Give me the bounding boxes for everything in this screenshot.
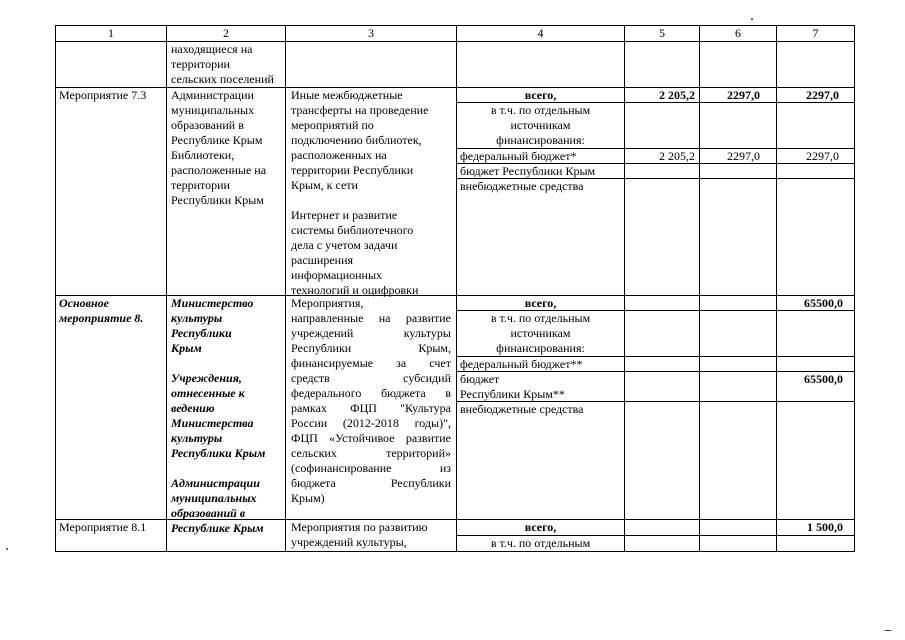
executor-cell: Учреждения, отнесенные к ведению Министерства культуры Республики Крым [171,371,266,460]
col-header-1: 1 [108,26,114,40]
description-line: ФЦП «Устойчивое развитие [291,431,451,445]
description-line: сельских территорий» [291,446,451,460]
crimea-budget-label: бюджет Республики Крым** [460,372,565,401]
executor-cell: Министерство культуры Республики Крым [171,296,254,355]
funding-total-label: всего, [524,88,557,102]
description-line: бюджета Республики [291,476,451,490]
description-line: финансируемые за счет [291,356,451,370]
col-header-2: 2 [223,26,229,40]
value-cell: 65500,0 [804,372,843,386]
rule-col [776,25,777,552]
rule-col [624,25,625,552]
value-cell: 2297,0 [806,149,839,163]
description-line: (софинансирование из [291,461,451,475]
value-cell: 2297,0 [806,88,839,102]
rule-col [699,25,700,552]
col-header-7: 7 [812,26,819,40]
scan-speck [751,18,753,20]
col-header-6: 6 [735,26,741,40]
value-cell: 65500,0 [804,296,843,310]
description-cell: Иные межбюджетные трансферты на проведение мероприятий по подключению библиотек, расположенных на территории Республики Крым, к сети Интернет и развитие системы библиотечного дела с учетом задачи расширения информационных технологий и оцифровки [291,88,429,297]
value-cell: 2 205,2 [659,88,695,102]
description-line: учреждений культуры [291,326,451,340]
rule-col [166,25,167,552]
funding-total-label: всего, [524,520,557,534]
funding-total-label: всего, [524,296,557,310]
col-header-5: 5 [659,26,665,40]
value-cell: 2297,0 [727,149,760,163]
extra-budget-label: внебюджетные средства [460,179,584,193]
description-line: направленные на развитие [291,311,451,325]
value-cell: 2297,0 [727,88,760,102]
executor-cell: находящиеся на территории сельских поселений [171,42,274,86]
description-line: средств субсидий [291,371,451,385]
description-cell [291,311,451,491]
funding-incl-label: в т.ч. по отдельным источникам финансирования: [490,103,591,147]
description-cell: Мероприятия, [291,296,364,310]
description-line: России (2012-2018 годы)", [291,416,451,430]
crimea-budget-label: бюджет Республики Крым [460,164,596,178]
federal-budget-label: федеральный бюджет* [460,149,577,163]
description-line: Республики Крым, [291,341,451,355]
funding-incl-label: в т.ч. по отдельным [490,536,591,550]
executor-cell: Администрации муниципальных образований в Республике Крым Библиотеки, расположенные на территории Республики Крым [171,88,267,207]
value-cell: 2 205,2 [659,149,695,163]
description-line: рамках ФЦП "Культура [291,401,451,415]
col-header-4: 4 [537,26,544,40]
rule-col [285,25,286,552]
value-cell: 1 500,0 [807,520,843,534]
rule-bottom [55,551,854,552]
scan-speck [884,630,892,631]
extra-budget-label: внебюджетные средства [460,402,584,416]
executor-cell: Администрации муниципальных образований в Республике Крым [171,476,264,535]
description-line: федерального бюджета в [291,386,451,400]
rule-col [854,25,855,552]
activity-label: Основное мероприятие 8. [59,296,144,325]
activity-label: Мероприятие 7.3 [59,88,147,102]
funding-incl-label: в т.ч. по отдельным источникам финансирования: [490,311,591,355]
description-cell: Мероприятия по развитию учреждений культуры, [291,520,428,549]
rule-col [55,25,56,552]
col-header-3: 3 [368,26,374,40]
description-cell: Крым) [291,491,325,505]
activity-label: Мероприятие 8.1 [59,520,147,534]
federal-budget-label: федеральный бюджет** [460,357,583,371]
scan-speck [6,548,8,550]
